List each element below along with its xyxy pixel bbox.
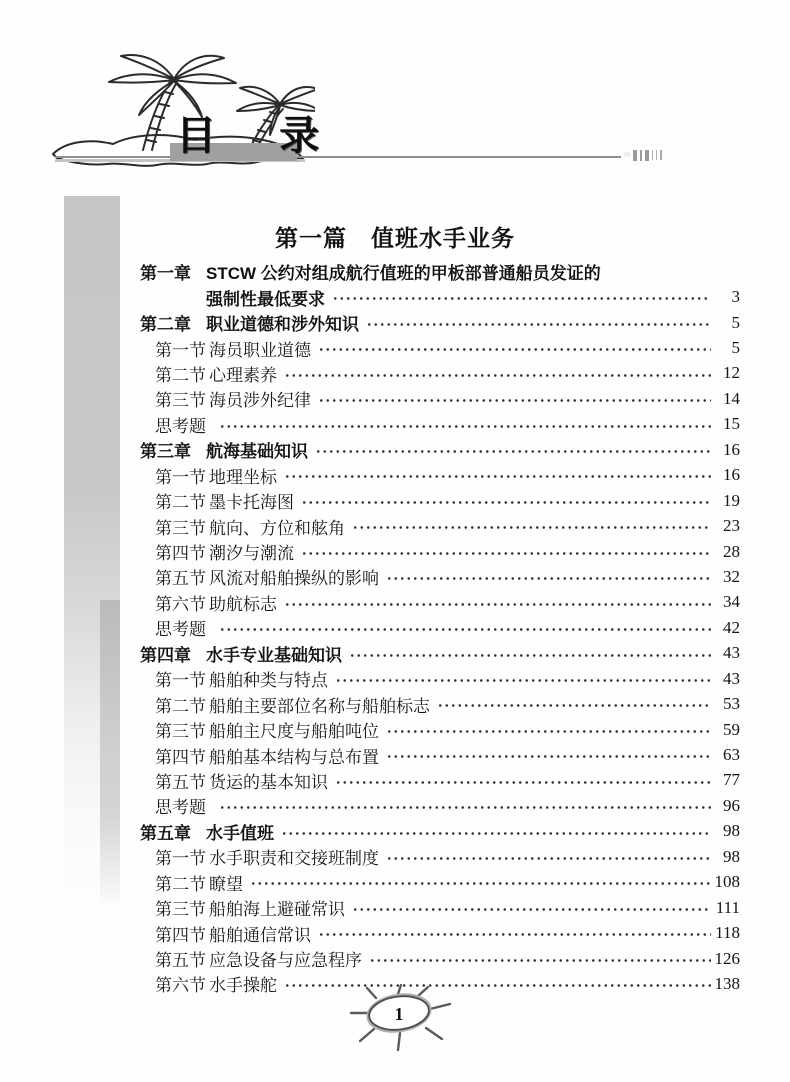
toc-page-number: 23 [723,516,740,536]
toc-entry-title: 瞭望 [209,874,243,894]
toc-entry-title: 航向、方位和舷角 [209,518,345,538]
dotted-leader [386,844,711,869]
toc-entry-title: 海员职业道德 [209,340,311,360]
dotted-leader [284,361,711,386]
toc-row-section [140,386,740,411]
toc-entry-label: 第一节 [155,340,206,360]
dotted-leader [318,920,711,945]
toc-entry-label: 第二节 [155,874,206,894]
toc-row-section [140,742,740,767]
toc-entry-title: 航海基础知识 [206,442,308,462]
tick-mark-icon [656,150,657,160]
toc-page-number: 16 [723,439,740,459]
dotted-leader [352,513,711,538]
toc-page-number: 5 [731,338,740,358]
toc-row-section [140,946,740,971]
toc-row-section [140,361,740,386]
toc-heading: 目 录 [176,114,346,158]
toc-page-number: 138 [714,973,740,993]
toc-page-number: 12 [723,363,740,383]
toc-entry-label: 第二节 [155,696,206,716]
toc-page-number: 63 [723,745,740,765]
toc-row-section [140,870,740,895]
toc-entry-title: 海员涉外纪律 [209,391,311,411]
toc-row-chapter [140,259,740,284]
toc-row-cont [140,284,740,309]
toc-page-number: 14 [723,388,740,408]
toc-row-section [140,920,740,945]
toc-page-number: 43 [723,643,740,663]
dotted-leader [335,768,711,793]
toc-entry-title: 水手专业基础知识 [206,645,342,665]
toc-entry-title: 水手操舵 [209,976,277,996]
toc-row-section [140,666,740,691]
toc-row-section [140,717,740,742]
toc-page-number: 42 [723,617,740,637]
toc-row-section [140,335,740,360]
toc-page-number: 53 [723,694,740,714]
toc-row-section [140,463,740,488]
toc-row-chapter [140,437,740,462]
toc-page-number: 15 [723,414,740,434]
tick-mark-icon [640,150,642,161]
toc-row-section [140,590,740,615]
toc-page-number: 77 [723,770,740,790]
toc-page-number: 126 [714,948,740,968]
toc-entry-label: 第一章 [140,264,191,284]
toc-row-think [140,793,740,818]
page-number: 1 [394,1004,404,1024]
dotted-leader [386,717,711,742]
dotted-leader [332,284,711,309]
dotted-leader [386,742,711,767]
toc-entry-label: 思考题 [155,620,206,640]
toc-entry-label: 第三节 [155,722,206,742]
dotted-leader [301,488,711,513]
dotted-leader [284,590,711,615]
toc-page-number: 28 [723,541,740,561]
toc-entry-label: 第四节 [155,925,206,945]
toc-entry-label: 第三节 [155,900,206,920]
toc-entry-title: 职业道德和涉外知识 [206,315,359,335]
dotted-leader [335,666,711,691]
dotted-leader [315,437,711,462]
toc-row-think [140,615,740,640]
toc-page-number: 108 [714,872,740,892]
toc-row-section [140,513,740,538]
toc-page-number: 59 [723,719,740,739]
squiggle-mark-icon: ≈ [624,148,631,161]
toc-page-number: 118 [715,923,740,943]
tick-mark-icon [660,150,662,160]
toc-entry-label: 第六节 [155,594,206,614]
dotted-leader [219,615,711,640]
toc-entry-label: 第三节 [155,518,206,538]
toc-entry-title: STCW 公约对组成航行值班的甲板部普通船员发证的 [206,264,601,284]
dotted-leader [219,412,711,437]
toc-row-chapter [140,641,740,666]
dotted-leader [352,895,711,920]
sun-wheel-icon [338,983,462,1067]
toc-entry-label: 第三节 [155,391,206,411]
dotted-leader [437,691,711,716]
dotted-leader [349,641,711,666]
toc-entry-label: 第一节 [155,849,206,869]
toc-entry-label: 第二章 [140,315,191,335]
toc-page-number: 34 [723,592,740,612]
toc-entry-title: 船舶主要部位名称与船舶标志 [209,696,430,716]
toc-entry-title: 应急设备与应急程序 [209,951,362,971]
toc-page-number: 32 [723,566,740,586]
toc-entry-title: 助航标志 [209,594,277,614]
toc-page-number: 111 [715,897,740,917]
toc-row-chapter [140,819,740,844]
toc-list [140,259,740,997]
toc-page-number: 98 [723,846,740,866]
toc-row-section [140,844,740,869]
header-rule-end-marks [624,148,662,162]
toc-entry-label: 第三章 [140,442,191,462]
toc-entry-title: 潮汐与潮流 [209,544,294,564]
toc-page-number: 43 [723,668,740,688]
tick-mark-icon [652,150,653,160]
toc-page-number: 16 [723,465,740,485]
toc-entry-title: 风流对船舶操纵的影响 [209,569,379,589]
toc-row-section [140,488,740,513]
dotted-leader [318,386,711,411]
toc-entry-label: 第一节 [155,671,206,691]
toc-entry-title: 水手职责和交接班制度 [209,849,379,869]
toc-entry-label: 第二节 [155,493,206,513]
toc-entry-label: 第五节 [155,569,206,589]
toc-entry-title: 货运的基本知识 [209,772,328,792]
dotted-leader [366,310,711,335]
toc-entry-label: 思考题 [155,798,206,818]
toc-entry-label: 第六节 [155,976,206,996]
toc-entry-label: 第四章 [140,645,191,665]
toc-entry-label: 第五章 [140,823,191,843]
toc-row-chapter [140,310,740,335]
toc-entry-title: 船舶主尺度与船舶吨位 [209,722,379,742]
dotted-leader [250,870,711,895]
toc-entry-title: 墨卡托海图 [209,493,294,513]
dotted-leader [318,335,711,360]
dotted-leader [284,463,711,488]
part-title: 第一篇 值班水手业务 [275,225,515,251]
toc-page-number: 19 [723,490,740,510]
dotted-leader [386,564,711,589]
toc-entry-label: 思考题 [155,416,206,436]
toc-entry-title: 船舶基本结构与总布置 [209,747,379,767]
toc-page-number: 5 [731,312,740,332]
dotted-leader [369,946,711,971]
toc-entry-title: 强制性最低要求 [206,289,325,309]
toc-page-number: 96 [723,795,740,815]
toc-row-section [140,895,740,920]
toc-row-section [140,768,740,793]
toc-entry-label: 第五节 [155,772,206,792]
dotted-leader [281,819,711,844]
toc-row-section [140,539,740,564]
toc-entry-title: 船舶通信常识 [209,925,311,945]
toc-row-think [140,412,740,437]
toc-entry-label: 第一节 [155,467,206,487]
toc-entry-label: 第二节 [155,365,206,385]
dotted-leader [219,793,711,818]
toc-entry-title: 船舶海上避碰常识 [209,900,345,920]
toc-row-section [140,564,740,589]
toc-entry-title: 船舶种类与特点 [209,671,328,691]
toc-row-section [140,691,740,716]
toc-entry-title: 水手值班 [206,823,274,843]
toc-page-number: 98 [723,821,740,841]
scan-shadow-strip-narrow [100,600,120,908]
page-number-badge [338,983,462,1067]
dotted-leader [301,539,711,564]
toc-entry-label: 第四节 [155,544,206,564]
toc-entry-label: 第四节 [155,747,206,767]
tick-mark-icon [645,150,649,161]
toc-entry-title: 地理坐标 [209,467,277,487]
toc-entry-label: 第五节 [155,951,206,971]
toc-page-number: 3 [731,287,740,307]
toc-entry-title: 心理素养 [209,365,277,385]
tick-mark-icon [633,150,637,161]
